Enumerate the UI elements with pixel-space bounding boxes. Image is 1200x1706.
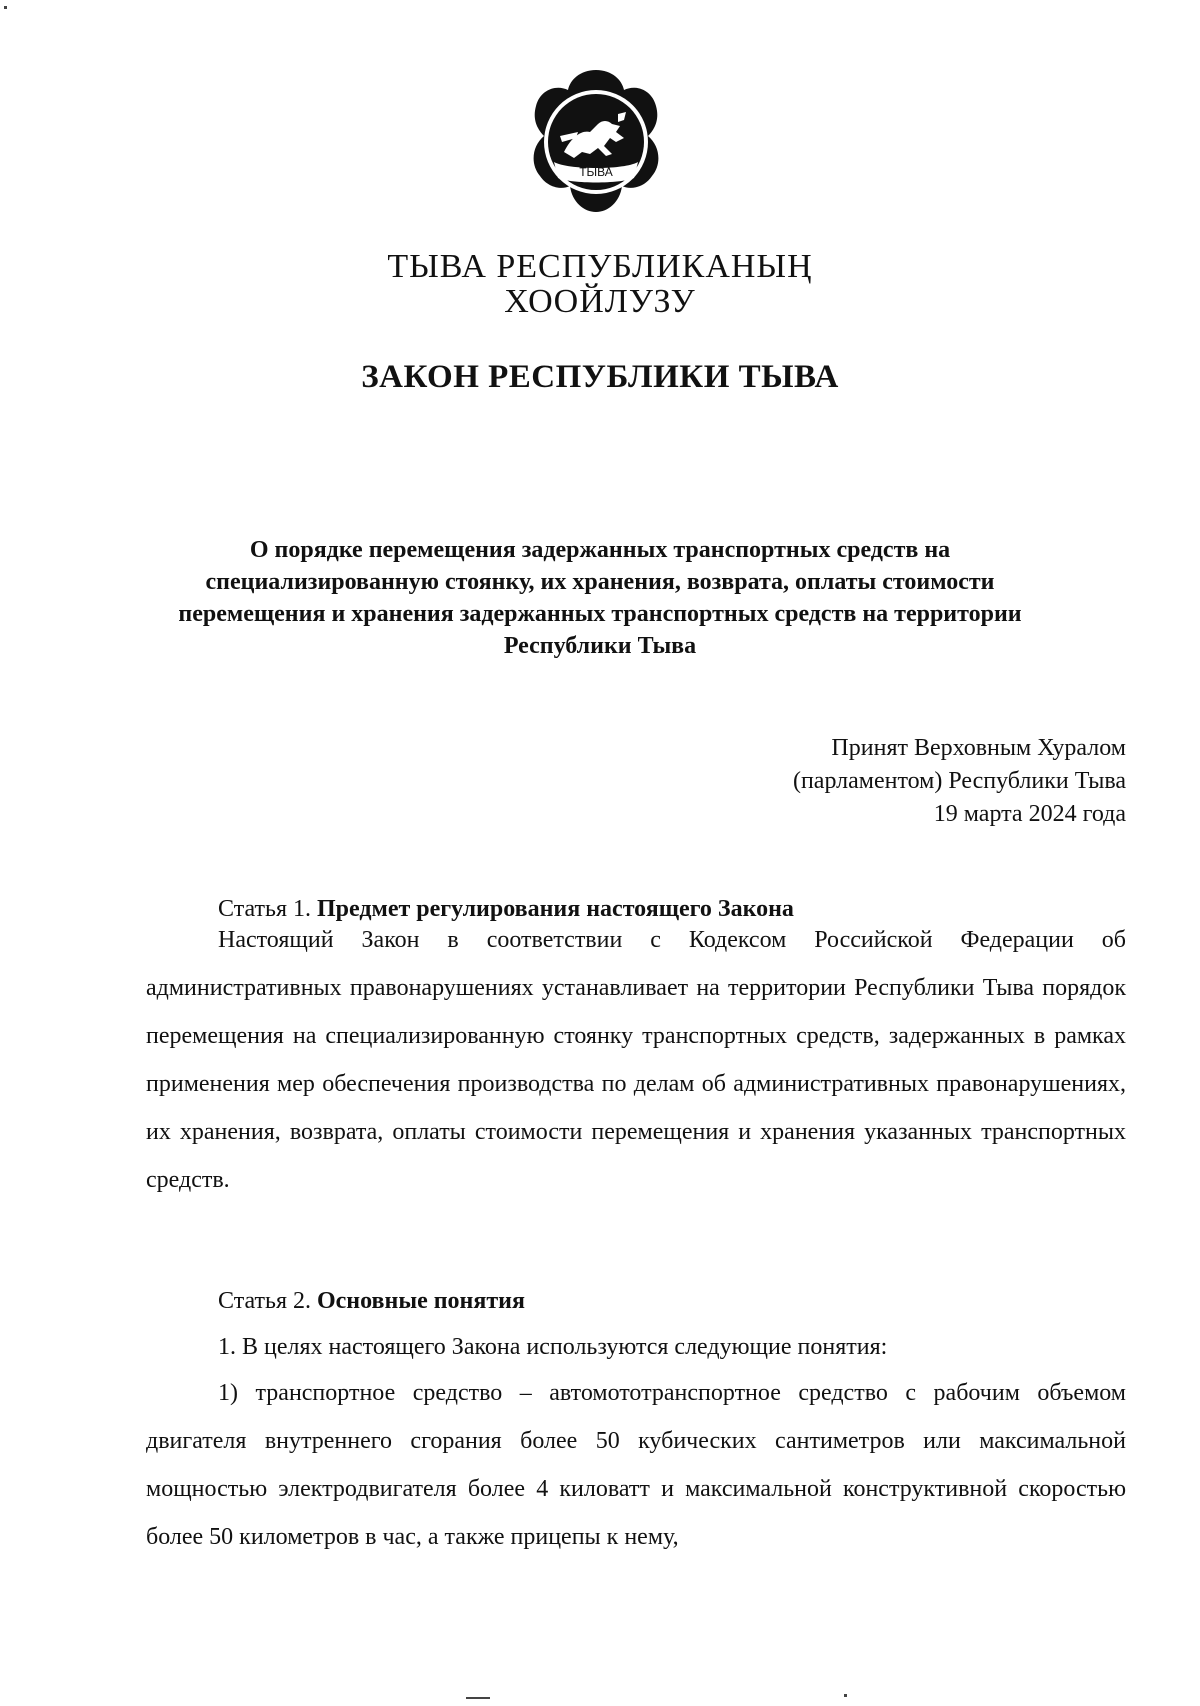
scan-artifact <box>844 1694 847 1697</box>
law-subject: О порядке перемещения задержанных транспортных средств на специализированную стоянку, их хранения, возврата, оплаты стоимости перемещения и хранения задержанных транспортных средств на территории Республики Тыва <box>178 537 1022 659</box>
adoption-note <box>793 732 1126 831</box>
article-1-prefix: Статья 1. <box>218 896 311 922</box>
article-2-heading <box>218 1285 525 1317</box>
header-line-1: ТЫВА РЕСПУБЛИКАНЫҢ <box>387 248 813 285</box>
adoption-line-2: (парламентом) Республики Тыва <box>792 768 1126 794</box>
article-1-title: Предмет регулирования настоящего Закона <box>316 896 794 922</box>
header-line-2: ХООЙЛУЗУ <box>504 283 696 320</box>
article-2-item-1-1: 1) транспортное средство – автомототранспортное средство с рабочим объемом двигателя внутреннего сгорания более 50 кубических сантиметров или максимальной мощностью электродвигателя более 4 киловатт и максимальной конструктивной скоростью более 50 километров в час, а также прицепы к нему, <box>146 1380 1126 1550</box>
article-2-title: Основные понятия <box>316 1288 525 1314</box>
adoption-line-1: Принят Верховным Хуралом <box>831 735 1126 761</box>
law-title: ЗАКОН РЕСПУБЛИКИ ТЫВА <box>361 359 839 395</box>
tuva-emblem-icon <box>520 66 672 218</box>
emblem-text: ТЫВА <box>579 165 613 179</box>
scan-artifact <box>466 1697 490 1699</box>
article-1-text: Настоящий Закон в соответствии с Кодексом Российской Федерации об административных правонарушениях устанавливает на территории Республики Тыва порядок перемещения на специализированную стоянку транспортных средств, задержанных в рамках применения мер обеспечения производства по делам об административных правонарушениях, их хранения, возврата, оплаты стоимости перемещения и хранения указанных транспортных средств. <box>146 927 1126 1193</box>
article-2-prefix: Статья 2. <box>218 1288 311 1314</box>
article-2-item-1: 1. В целях настоящего Закона используются следующие понятия: <box>218 1334 888 1360</box>
adoption-date: 19 марта 2024 года <box>933 801 1126 827</box>
scan-artifact <box>4 6 7 9</box>
